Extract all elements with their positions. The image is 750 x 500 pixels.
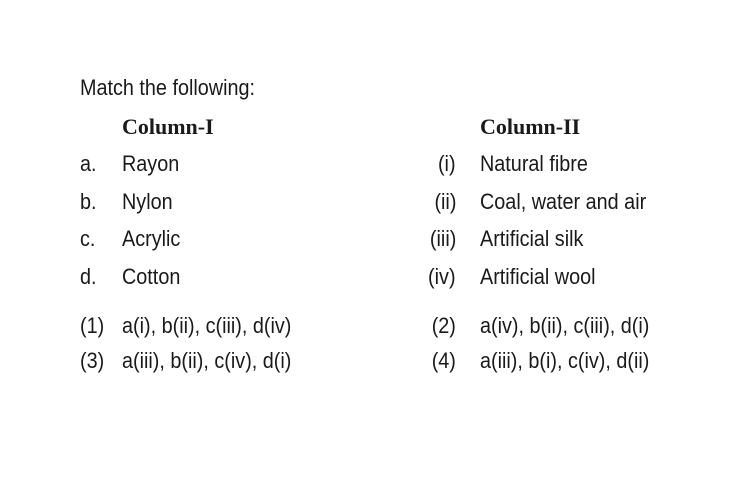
- option-text: a(iii), b(i), c(iv), d(ii): [480, 348, 650, 373]
- option-text: a(iv), b(ii), c(iii), d(i): [480, 313, 650, 338]
- column-1-marker: a.: [80, 151, 97, 176]
- column-1-header: Column-I: [122, 114, 214, 139]
- column-1-marker: b.: [80, 189, 97, 214]
- option-text: a(iii), b(ii), c(iv), d(i): [122, 348, 292, 373]
- column-1-item: Rayon: [122, 151, 180, 176]
- column-2-item: Artificial silk: [480, 226, 584, 251]
- option-number: (2): [431, 313, 456, 338]
- column-2-marker: (iv): [428, 264, 456, 289]
- column-1-marker: c.: [80, 226, 96, 251]
- column-1-item: Cotton: [122, 264, 181, 289]
- option-number: (1): [80, 313, 105, 338]
- column-2-marker: (iii): [429, 226, 456, 251]
- column-2-marker: (ii): [434, 189, 456, 214]
- option-text: a(i), b(ii), c(iii), d(iv): [122, 313, 292, 338]
- column-2-item: Natural fibre: [480, 151, 588, 176]
- column-1-item: Nylon: [122, 189, 173, 214]
- column-2-item: Artificial wool: [480, 264, 596, 289]
- question-title: Match the following:: [80, 75, 255, 100]
- option-number: (4): [431, 348, 456, 373]
- column-2-header: Column-II: [480, 114, 581, 139]
- column-1-item: Acrylic: [122, 226, 181, 251]
- column-2-item: Coal, water and air: [480, 189, 647, 214]
- option-number: (3): [80, 348, 105, 373]
- column-2-marker: (i): [438, 151, 456, 176]
- column-1-marker: d.: [80, 264, 97, 289]
